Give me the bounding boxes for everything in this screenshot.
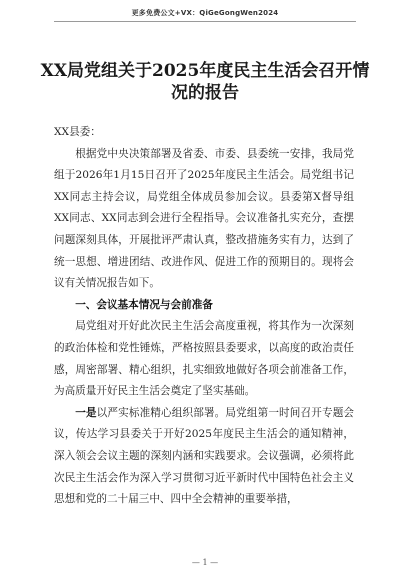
salutation: XX县委： — [54, 126, 101, 138]
intro-paragraph: 根据党中央决策部署及省委、市委、县委统一安排，我局党组于2026年1月15日召开了2025年度民主生活会。局党组书记XX同志主持会议，局党组全体成员参加会议。县委第X督导组XX同志、XX同志到会进行全程指导。会议准备扎实充分，查摆问题深刻具体，开展批评严肃认真，整改措施务实有力，达到了统一思想、增进团结、改进作风、促进工作的预期目的。现将会议有关情况报告如下。 — [54, 147, 354, 290]
page-number: — 1 — — [191, 558, 219, 567]
document-body — [54, 122, 354, 511]
point-1-lead: 一是 — [75, 406, 97, 419]
point-1-lead-rest: 以严实标准精心组织部署。 — [96, 406, 226, 419]
section-heading-1: 一、会议基本情况与会前准备 — [75, 298, 213, 311]
promo-banner: 更多免费公文+VX：QiGeGongWen2024 — [131, 9, 279, 17]
header-divider — [54, 21, 356, 22]
document-title: XX局党组关于2025年度民主生活会召开情况的报告 — [40, 61, 370, 103]
point-1-paragraph — [54, 403, 354, 511]
point-1-body: 局党组第一时间召开专题会议，传达学习县委关于开好2025年度民主生活会的通知精神，深入领会会议主题的深刻内涵和实践要求。会议强调，必须将此次民主生活会作为深入学习贯彻习近平新时代中国特色社会主义思想和党的二十届三中、四中全会精神的重要举措， — [54, 406, 355, 506]
section-1-paragraph: 局党组对开好此次民主生活会高度重视，将其作为一次深刻的政治体检和党性锤炼，严格按照县委要求，以高度的政治责任感，周密部署、精心组织，扎实细致地做好各项会前准备工作，为高质量开好民主生活会奠定了坚实基础。 — [54, 320, 354, 398]
